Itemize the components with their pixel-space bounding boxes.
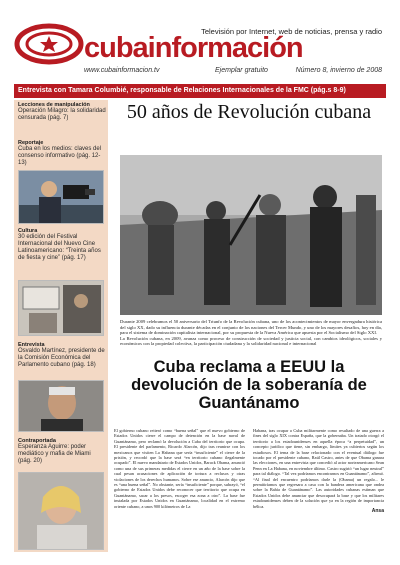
article-column-1: El gobierno cubano reiteró como “buena señal” que el nuevo gobierno de Estados Unidos cierre el campo de detención en la base naval de Guantánamo, pero reclamó la devolución a Cuba del territorio que ocupa. El presidente del parlamento, Ricardo Alarcón, dijo tras reunirse con los mexicanos que visiten La Habana que sería “insuficiente” el cierre de la prisión, y recordó que la base será “en territorio cubano ilegalmente ocupado”. El nuevo mandatario de Estados Unidos, Barack Obama, anunció como una de sus primeras medidas el cierre en un año de la base sobre la cual pesan acusaciones de aplicación de tortura a reclusos y otras violaciones de los derechos humanos. Sobre ese anuncio, Alarcón dijo que es “una buena señal”. No obstante, sería “insuficiente” porque, subrayó, “el gobierno de Estados Unidos debe reconocer que territorio que ocupa en Guantánamo, sacar a los presos, escoger esa zona a otro”. La base fue instalada por Estados Unidos en Guantánamo, localidad en el extremo oriente cubano, a unos 900 kilómetros de La [114, 428, 246, 509]
sidebar-text: Cuba en los medios: claves del consenso informativo (pág. 12-13) [18, 146, 102, 166]
main-headline: 50 años de Revolución cubana [126, 101, 372, 123]
main-caption [120, 319, 382, 347]
sidebar-item-back-cover[interactable] [18, 438, 106, 465]
sidebar-item-interview[interactable] [18, 342, 106, 369]
free-copy-label: Ejemplar gratuito [215, 67, 268, 74]
sidebar-kicker: Reportaje [18, 140, 44, 146]
cubainformacion-logo-icon [14, 22, 84, 66]
revolution-photo [120, 155, 382, 315]
sidebar [14, 100, 108, 552]
caption-paragraph: Durante 2009 celebramos el 50 aniversario del Triunfo de la Revolución cubana, uno de los acontecimientos de mayor envergadura histórica del siglo XX, dado su influencia durante décadas en el conjunto de los naciones del Tercer Mundo, y uno de los mayores desafíos, hoy en día, para el sistema de dominación capitalista internacional, por su propuesta de la Nueva América que apuesta por el Socialismo del Siglo XXI. [120, 319, 382, 336]
sidebar-kicker: Entrevista [18, 342, 45, 348]
article-column-2 [253, 428, 384, 515]
caption-paragraph: La Revolución cubana, en 2009, avanza como proceso de construcción de sociedad y justicia social, con cambios ideológicos, sociales y económicos con la propiedad colectiva, la participación ciudadana y la solidaridad nacional e internacional [120, 335, 382, 347]
sidebar-kicker: Lecciones de manipulación [18, 102, 90, 108]
interview-banner[interactable]: Entrevista con Tamara Columbié, responsable de Relaciones Internacionales de la FMC (pág.s 8-9) [14, 84, 386, 98]
osvaldo-martinez-photo [18, 380, 104, 432]
esperanza-aguirre-photo [18, 472, 104, 550]
issue-number: Número 8, invierno de 2008 [295, 67, 382, 74]
sidebar-text: Esperanza Aguirre: poder mediático y mafia de Miami (pág. 20) [18, 444, 91, 464]
film-festival-photo [18, 280, 104, 336]
article-author: Ansa [371, 508, 384, 515]
article-column-2-text: Habana, tras ocupar a Cuba militarmente como resultado de una guerra a fines del siglo XIX contra España, que la gobernaba. Un tratado otorgó el territorio a los estadounidenses en aquella época “a perpetuidad”, un concepto jurídico que tiene, sin embargo, límites ya cubiertos según los estudiosos. El tema de la base relacionado con el eventual diálogo fue tocado por el presidente cubano, Raúl Castro, antes de que Obama ganara las elecciones, en una entrevista que concedió al actor norteamericano Sean Penn en La Habana, en noviembre último. Castro sugirió “un lugar neutral” para tal diálogo. “Tal vez podríamos encontrarnos en Guantánamo”, afirmó. “Al final del encuentro podríamos darle la (Obama) un regalo... le permitiríamos que regresara a casa con la bandera americana que ondea sobre la Bahía de Guantánamo”. Las autoridades cubanas estiman que Estados Unidos debe anunciar que desocupará la base y que los militares estadounidenses deben de la solución que ya en la región de importancia bélica. [253, 428, 384, 509]
sidebar-text: Operación Milagro: la solidaridad censurada (pág. 7) [18, 108, 106, 121]
brand-name: cubainformación [84, 32, 303, 64]
sidebar-text: 30 edición del Festival Internacional del Nuevo Cine Latinoamericano: “Treinta años de fiesta y cine” (pág. 17) [18, 234, 101, 261]
masthead [0, 0, 400, 82]
sidebar-kicker: Contraportada [18, 438, 56, 444]
cameraman-photo [18, 170, 104, 224]
sidebar-text: Osvaldo Martínez, presidente de la Comisión Económica del Parlamento cubano (pág. 18) [18, 348, 105, 368]
sidebar-item-manipulation[interactable] [18, 102, 106, 122]
second-headline: Cuba reclama a EEUU la devolución de la soberanía de Guantánamo [131, 358, 367, 412]
masthead-url[interactable]: www.cubainformacion.tv [84, 67, 160, 74]
article-columns [114, 428, 384, 515]
sidebar-kicker: Cultura [18, 228, 38, 234]
sidebar-item-report[interactable] [18, 140, 106, 167]
sidebar-item-culture[interactable] [18, 228, 106, 262]
masthead-tagline: Televisión por Internet, web de noticias, prensa y radio [201, 27, 382, 36]
